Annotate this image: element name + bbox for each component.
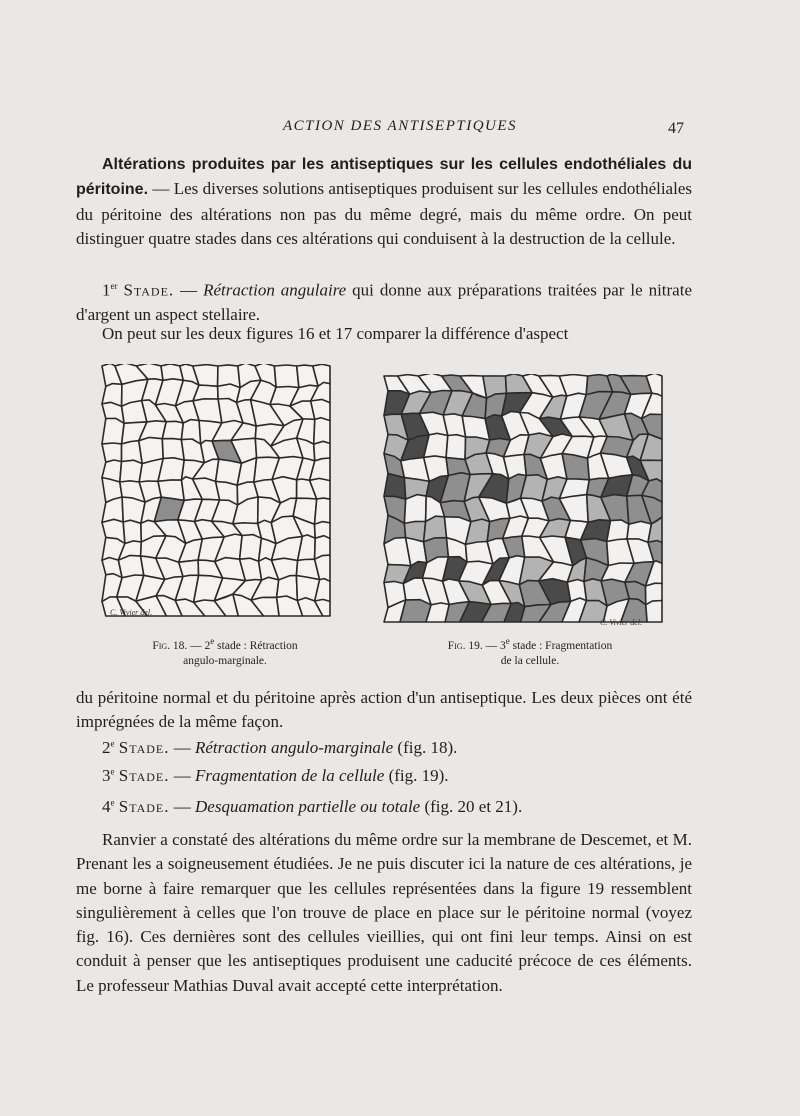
stage3-label: Stade. bbox=[118, 766, 170, 785]
cell-shape bbox=[102, 443, 122, 462]
cell-shape bbox=[120, 460, 142, 482]
stage2-ref: (fig. 18). bbox=[393, 738, 458, 757]
cell-shape bbox=[562, 454, 589, 480]
cell-shape bbox=[179, 560, 199, 576]
cell-shape bbox=[404, 495, 426, 524]
stage4-sup: e bbox=[110, 797, 115, 808]
figure-18-signature: C. Vivier del. bbox=[110, 608, 153, 617]
figure-18-illustration bbox=[100, 364, 332, 618]
intro-text: — Les diverses solutions antiseptiques produisent sur les cellules endothéliales du péritoine des altérations non pas du même degré, mais du même ordre. On peut distinguer quatre stades dans ces altérations qui conduisent à la destruction de la cellule. bbox=[76, 179, 692, 248]
figure-18-dash: — bbox=[187, 639, 205, 652]
cell-shape bbox=[123, 520, 141, 543]
stage2-number: 2 bbox=[102, 738, 111, 757]
cell-shape bbox=[315, 498, 331, 524]
stage1-text: qui donne aux préparations traitées par le nitrate d'argent un aspect stellaire. bbox=[76, 280, 692, 324]
final-paragraph: Ranvier a constaté des altérations du même ordre sur la membrane de Descemet, et M. Prenant les a soigneusement étudiées. Je ne puis discuter ici la nature de ces altérations, je me borne à faire remarquer que les cellules représentées dans la figure 19 ressemblent singulièrement à celles que l'on trouve de place en place sur le péritoine normal (voyez fig. 16). Ces dernières sont des cellules vieillies, qui ont fini leur temps. Ainsi on est conduit à penser que les antiseptiques produisent une caducité précoce de ces éléments. Le professeur Mathias Duval avait accepté cette interprétation. bbox=[76, 830, 692, 995]
figure-19-text: stade : Fragmentation bbox=[509, 639, 613, 652]
cell-shape bbox=[646, 601, 662, 623]
compare-paragraph: On peut sur les deux figures 16 et 17 comparer la différence d'aspect bbox=[102, 324, 569, 343]
continuation-paragraph: du péritoine normal et du péritoine après action d'un antiseptique. Les deux pièces ont été imprégnées de la même façon. bbox=[76, 688, 692, 732]
section-heading: Altérations produites par les antiseptiques sur les cellules endothéliales du péritoine. bbox=[76, 156, 692, 199]
stage4-ref: (fig. 20 et 21). bbox=[420, 797, 523, 816]
stage2-label: Stade. bbox=[118, 738, 170, 757]
figure-19-caption bbox=[412, 634, 648, 669]
stage3-number: 3 bbox=[102, 766, 111, 785]
stage1-title: Rétraction angulaire bbox=[203, 280, 347, 300]
figure-19-signature: C. Vivier del. bbox=[600, 618, 643, 627]
cell-shape bbox=[384, 474, 406, 500]
stage4-title: Desquamation partielle ou totale bbox=[195, 797, 421, 816]
stage2-line bbox=[102, 738, 457, 758]
figure-19-line2: de la cellule. bbox=[500, 654, 560, 667]
stage1-paragraph bbox=[76, 274, 692, 327]
figure-19-illustration bbox=[382, 374, 664, 624]
cell-shape bbox=[158, 458, 184, 482]
figure-18-stage-sup: e bbox=[210, 636, 215, 646]
stage1-sup: er bbox=[110, 281, 118, 291]
cell-shape bbox=[102, 418, 124, 444]
page-number: 47 bbox=[668, 120, 684, 137]
running-head: ACTION DES ANTISEPTIQUES bbox=[282, 118, 518, 134]
stage1-dash: — bbox=[174, 280, 204, 300]
cell-shape bbox=[240, 535, 262, 562]
stage2-sup: e bbox=[110, 738, 115, 749]
stage3-ref: (fig. 19). bbox=[384, 766, 449, 785]
figure-18-label: Fig. 18. bbox=[152, 639, 188, 652]
cell-shape bbox=[118, 555, 143, 577]
cell-shape bbox=[446, 435, 466, 460]
stage3-title: Fragmentation de la cellule bbox=[195, 766, 385, 785]
cell-shape bbox=[162, 421, 183, 439]
stage3-sup: e bbox=[110, 766, 115, 777]
stage1-number: 1 bbox=[102, 280, 111, 300]
intro-paragraph bbox=[76, 152, 692, 251]
stage2-dash: — bbox=[169, 738, 195, 757]
stage4-line bbox=[102, 797, 522, 817]
cell-shape bbox=[314, 418, 330, 444]
cell-shape bbox=[274, 365, 299, 388]
stage4-number: 4 bbox=[102, 797, 111, 816]
figure-19-label: Fig. 19. bbox=[447, 639, 483, 652]
figure-18-caption bbox=[110, 634, 340, 669]
stage4-label: Stade. bbox=[118, 797, 170, 816]
stage4-dash: — bbox=[169, 797, 195, 816]
figure-19-stage-sup: e bbox=[505, 636, 510, 646]
stage3-line bbox=[102, 766, 449, 786]
figure-18-text: stade : Rétraction bbox=[214, 639, 298, 652]
stage2-title: Rétraction angulo-marginale bbox=[195, 738, 394, 757]
figure-19-dash: — bbox=[482, 639, 500, 652]
figure-18-line2: angulo-marginale. bbox=[183, 654, 267, 667]
figure-18-stage-num: 2 bbox=[204, 639, 211, 652]
stage1-label: Stade. bbox=[123, 280, 175, 300]
figure-19-stage-num: 3 bbox=[499, 639, 506, 652]
stage3-dash: — bbox=[169, 766, 195, 785]
